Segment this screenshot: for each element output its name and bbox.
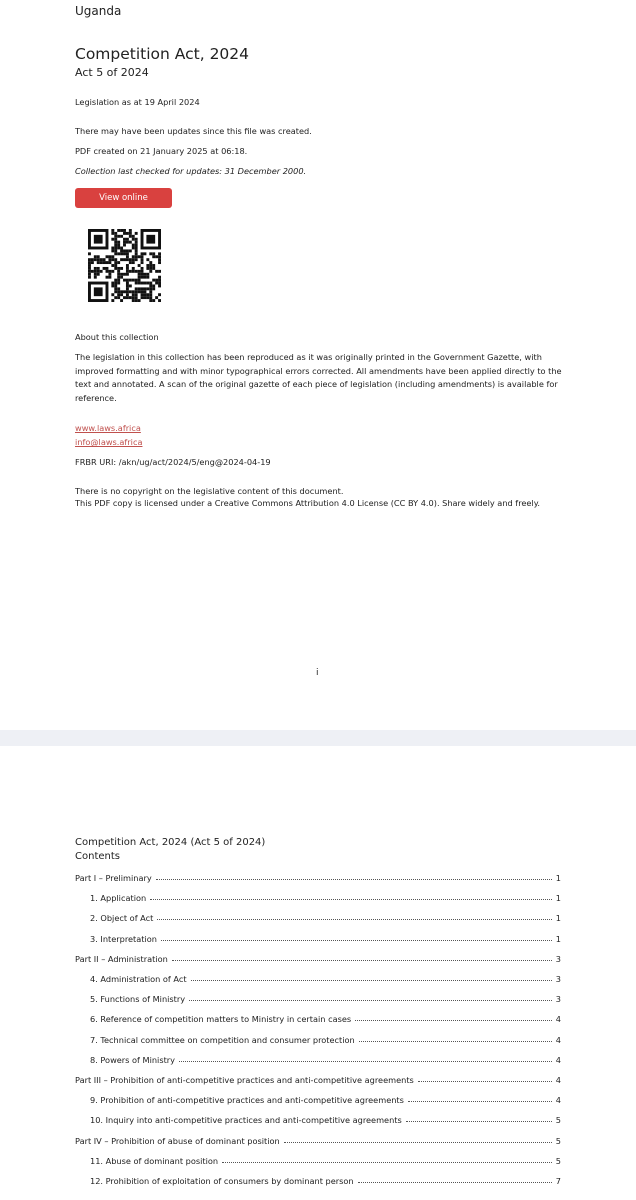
page-number: i xyxy=(316,668,319,678)
contents-doc-title: Competition Act, 2024 (Act 5 of 2024) xyxy=(75,837,266,848)
toc-label: Part IV – Prohibition of abuse of dominant position xyxy=(75,1135,280,1146)
toc-section-entry[interactable] xyxy=(90,1113,561,1125)
toc-label: 7. Technical committee on competition and consumer protection xyxy=(90,1034,355,1045)
toc-page: 1 xyxy=(555,893,561,904)
legislation-date: Legislation as at 19 April 2024 xyxy=(75,97,200,107)
pdf-created: PDF created on 21 January 2025 at 06:18. xyxy=(75,146,248,156)
toc-leader-dots xyxy=(284,1142,552,1143)
toc-page: 1 xyxy=(555,873,561,883)
toc-label: 9. Prohibition of anti-competitive practices and anti-competitive agreements xyxy=(90,1095,404,1106)
toc-page: 5 xyxy=(555,1135,561,1146)
act-number: Act 5 of 2024 xyxy=(75,66,149,79)
toc-section-entry[interactable] xyxy=(90,891,561,903)
toc-part-entry[interactable] xyxy=(75,952,561,964)
toc-label: 2. Object of Act xyxy=(90,913,154,924)
toc-label: 3. Interpretation xyxy=(90,933,157,944)
toc-label: 8. Powers of Ministry xyxy=(90,1054,176,1065)
toc-leader-dots xyxy=(355,1020,552,1021)
toc-label: Part I – Preliminary xyxy=(75,873,152,883)
toc-leader-dots xyxy=(358,1182,552,1183)
toc-page: 5 xyxy=(555,1155,561,1166)
toc-page: 3 xyxy=(555,953,561,964)
toc-label: 11. Abuse of dominant position xyxy=(90,1155,219,1166)
toc-page: 3 xyxy=(555,994,561,1005)
toc-section-entry[interactable] xyxy=(90,1033,561,1045)
about-text: The legislation in this collection has been reproduced as it was originally printed in the Government Gazette, with improved formatting and with minor typographical errors corrected. All amendments have been applied directly to the text and annotated. A scan of the original gazette of each piece of legislation (including amendments) is available for reference. xyxy=(75,352,562,403)
toc-section-entry[interactable] xyxy=(90,911,561,923)
toc-leader-dots xyxy=(359,1041,552,1042)
toc-leader-dots xyxy=(179,1061,552,1062)
document-title: Competition Act, 2024 xyxy=(75,45,250,63)
toc-leader-dots xyxy=(408,1101,552,1102)
toc-label: 6. Reference of competition matters to Ministry in certain cases xyxy=(90,1014,352,1025)
toc-section-entry[interactable] xyxy=(90,992,561,1004)
toc-page: 4 xyxy=(555,1054,561,1065)
toc-section-entry[interactable] xyxy=(90,932,561,944)
toc-page: 7 xyxy=(555,1176,561,1186)
toc-leader-dots xyxy=(222,1162,552,1163)
toc-leader-dots xyxy=(161,940,552,941)
toc-leader-dots xyxy=(150,899,552,900)
toc-leader-dots xyxy=(189,1000,552,1001)
toc-label: 12. Prohibition of exploitation of consumers by dominant person xyxy=(90,1176,354,1186)
updates-note: There may have been updates since this file was created. xyxy=(75,126,312,136)
toc-label: 5. Functions of Ministry xyxy=(90,994,186,1005)
copyright-line: There is no copyright on the legislative content of this document. xyxy=(75,486,344,496)
toc-page: 4 xyxy=(555,1075,561,1085)
toc-page: 4 xyxy=(555,1014,561,1025)
license-line: This PDF copy is licensed under a Creative Commons Attribution 4.0 License (CC BY 4.0). Share widely and freely. xyxy=(75,498,541,508)
toc-part-entry[interactable] xyxy=(75,1073,561,1085)
toc-section-entry[interactable] xyxy=(90,1093,561,1105)
toc-leader-dots xyxy=(418,1081,552,1082)
toc-leader-dots xyxy=(406,1121,552,1122)
toc-part-entry[interactable] xyxy=(75,1134,561,1146)
website-link[interactable]: www.laws.africa xyxy=(75,423,141,433)
toc-section-entry[interactable] xyxy=(90,972,561,984)
toc-page: 5 xyxy=(555,1115,561,1126)
toc-label: Part III – Prohibition of anti-competitive practices and anti-competitive agreements xyxy=(75,1075,414,1085)
toc-part-entry[interactable] xyxy=(75,871,561,883)
about-heading: About this collection xyxy=(75,332,159,342)
toc-section-entry[interactable] xyxy=(90,1174,561,1186)
contents-page xyxy=(0,746,636,1200)
qr-code-icon[interactable] xyxy=(88,229,161,302)
toc-leader-dots xyxy=(156,879,552,880)
toc-label: Part II – Administration xyxy=(75,953,168,964)
toc-label: 1. Application xyxy=(90,893,147,904)
toc-page: 3 xyxy=(555,974,561,984)
toc-section-entry[interactable] xyxy=(90,1154,561,1166)
toc-page: 4 xyxy=(555,1034,561,1045)
collection-checked: Collection last checked for updates: 31 December 2000. xyxy=(75,166,307,176)
toc-leader-dots xyxy=(172,960,552,961)
frbr-uri: FRBR URI: /akn/ug/act/2024/5/eng@2024-04-19 xyxy=(75,457,271,467)
toc-leader-dots xyxy=(157,919,551,920)
toc-section-entry[interactable] xyxy=(90,1053,561,1065)
toc-label: 4. Administration of Act xyxy=(90,974,187,984)
toc-page: 1 xyxy=(555,913,561,924)
toc-section-entry[interactable] xyxy=(90,1012,561,1024)
toc-leader-dots xyxy=(191,980,552,981)
email-link[interactable]: info@laws.africa xyxy=(75,437,143,447)
contents-heading: Contents xyxy=(75,851,120,862)
toc-label: 10. Inquiry into anti-competitive practices and anti-competitive agreements xyxy=(90,1115,402,1126)
toc-page: 1 xyxy=(555,933,561,944)
toc-page: 4 xyxy=(555,1095,561,1106)
view-online-button[interactable]: View online xyxy=(75,188,172,208)
country: Uganda xyxy=(75,4,122,18)
page-separator xyxy=(0,730,636,746)
